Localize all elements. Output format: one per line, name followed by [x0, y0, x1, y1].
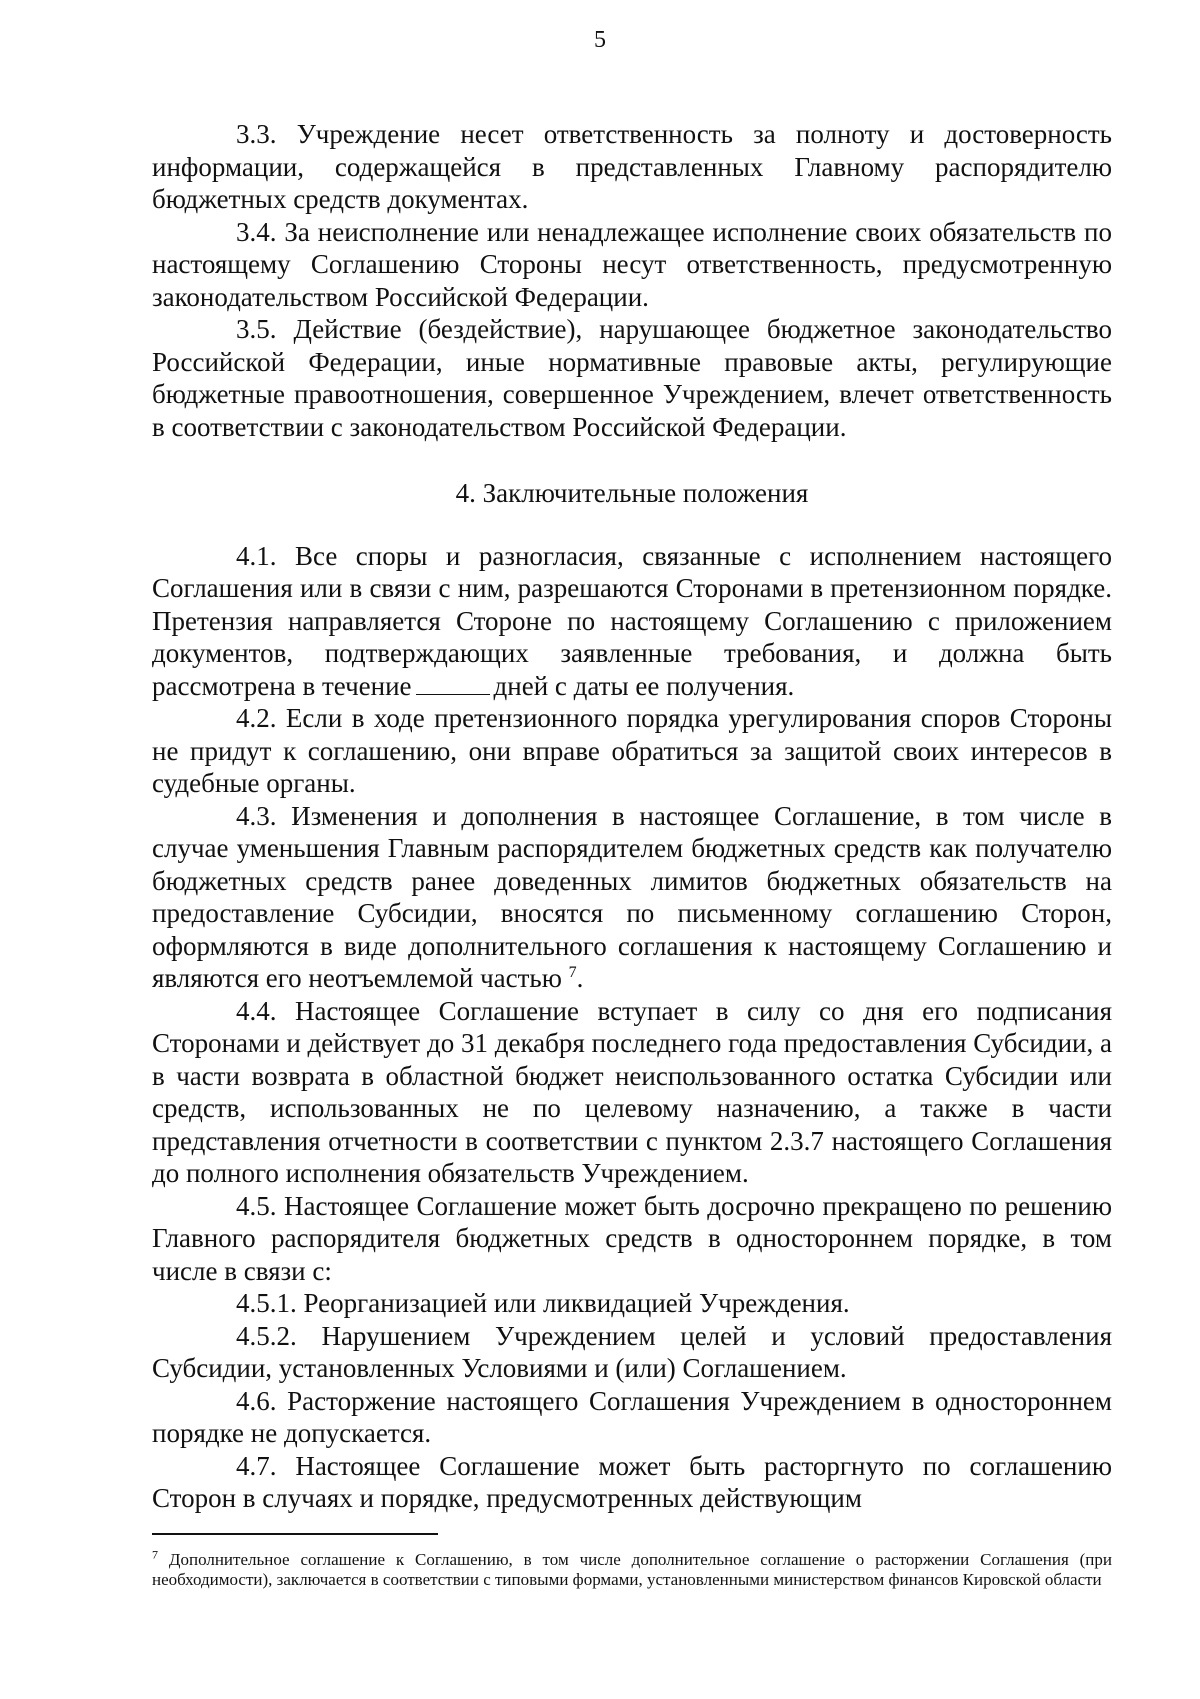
- paragraph-4-3-end: .: [576, 963, 584, 993]
- document-body: [152, 118, 1112, 1515]
- section-heading-4: 4. Заключительные положения: [455, 478, 809, 508]
- paragraph-4-7: 4.7. Настоящее Соглашение может быть расторгнуто по соглашению Сторон в случаях и порядке, предусмотренных действующим: [152, 1450, 1112, 1513]
- paragraph-4-3: [152, 800, 1112, 995]
- paragraph-4-1: [152, 540, 1112, 703]
- page-number: 5: [594, 27, 606, 53]
- paragraph-4-2: 4.2. Если в ходе претензионного порядка урегулирования споров Стороны не придут к соглашению, они вправе обратиться за защитой своих интересов в судебные органы.: [152, 703, 1112, 798]
- paragraph-3-4: 3.4. За неисполнение или ненадлежащее исполнение своих обязательств по настоящему Соглашению Стороны несут ответственность, предусмотренную законодательством Российской Федерации.: [152, 216, 1112, 312]
- paragraph-3-3: 3.3. Учреждение несет ответственность за полноту и достоверность информации, содержащейся в представленных Главному распорядителю бюджетных средств документах.: [152, 119, 1112, 214]
- blank-days-field: [416, 672, 490, 695]
- footnote-text: Дополнительное соглашение к Соглашению, в том числе дополнительное соглашение о расторжении Соглашения (при необходимости), заключается в соответствии с типовыми формами, установленными министерством финансов Кировской области: [152, 1550, 1112, 1589]
- footnote-marker: 7: [152, 1547, 158, 1562]
- paragraph-4-5-1: 4.5.1. Реорганизацией или ликвидацией Учреждения.: [236, 1288, 850, 1318]
- paragraph-4-1-tail: дней с даты ее получения.: [493, 670, 795, 701]
- footnote-reference-7[interactable]: 7: [568, 964, 577, 981]
- paragraph-4-6: 4.6. Расторжение настоящего Соглашения Учреждением в одностороннем порядке не допускается.: [152, 1385, 1112, 1448]
- paragraph-4-5-2: 4.5.2. Нарушением Учреждением целей и условий предоставления Субсидии, установленных Условиями и (или) Соглашением.: [152, 1320, 1112, 1383]
- paragraph-4-3-text: 4.3. Изменения и дополнения в настоящее Соглашение, в том числе в случае уменьшения Главным распорядителем бюджетных средств как получателю бюджетных средств ранее доведенных лимитов бюджетных обязательств на предоставление Субсидии, вносятся по письменному соглашению Сторон, оформляются в виде дополнительного соглашения к настоящему Соглашению и являются его неотъемлемой частью: [152, 800, 1112, 993]
- paragraph-4-5: 4.5. Настоящее Соглашение может быть досрочно прекращено по решению Главного распорядителя бюджетных средств в одностороннем порядке, в том числе в связи с:: [152, 1190, 1112, 1286]
- paragraph-4-4: 4.4. Настоящее Соглашение вступает в силу со дня его подписания Сторонами и действует до 31 декабря последнего года предоставления Субсидии, а в части возврата в областной бюджет неиспользованного остатка Субсидии или средств, использованных не по целевому назначению, а также в части представления отчетности в соответствии с пунктом 2.3.7 настоящего Соглашения до полного исполнения обязательств Учреждением.: [152, 995, 1112, 1188]
- paragraph-4-1-text: 4.1. Все споры и разногласия, связанные с исполнением настоящего Соглашения или в связи с ним, разрешаются Сторонами в претензионном порядке. Претензия направляется Стороне по настоящему Соглашению с приложением документов, подтверждающих заявленные требования, и должна быть рассмотрена в течение: [152, 540, 1112, 701]
- footnote-divider: [152, 1533, 438, 1535]
- paragraph-3-5: 3.5. Действие (бездействие), нарушающее бюджетное законодательство Российской Федерации, иные нормативные правовые акты, регулирующие бюджетные правоотношения, совершенное Учреждением, влечет ответственность в соответствии с законодательством Российской Федерации.: [152, 314, 1112, 442]
- footnote-7: [152, 1547, 1112, 1590]
